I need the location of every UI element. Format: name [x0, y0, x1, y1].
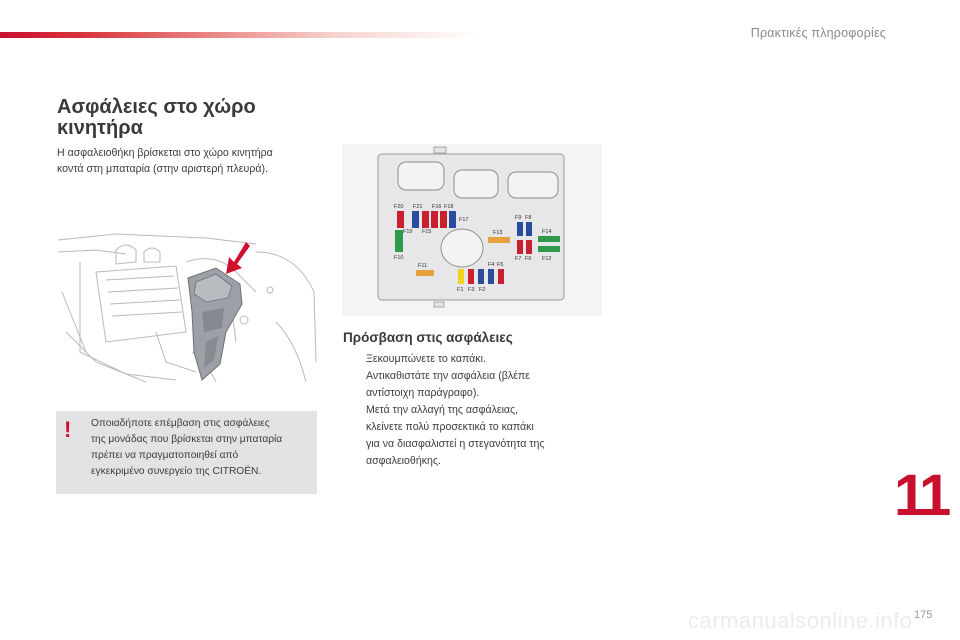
chapter-number: 11	[894, 463, 948, 528]
fuse-label-f13: F13	[493, 230, 503, 236]
warning-line: πρέπει να πραγματοποιηθεί από	[91, 450, 239, 461]
warning-line: Οποιαδήποτε επέμβαση στις ασφάλειες	[91, 418, 270, 429]
warning-line: εγκεκριμένο συνεργείο της CITROËN.	[91, 466, 262, 477]
intro-paragraph	[57, 145, 327, 177]
fuse-label-f11: F11	[418, 263, 428, 269]
fuse-label-f3: F3	[468, 287, 475, 293]
intro-line-1: Η ασφαλειοθήκη βρίσκεται στο χώρο κινητήρα	[57, 147, 273, 159]
engine-compartment-illustration	[56, 232, 318, 384]
fuse-label-f14: F14	[542, 229, 552, 235]
step-line: ασφαλειοθήκης.	[366, 455, 441, 467]
step-line: Μετά την αλλαγή της ασφάλειας,	[366, 404, 519, 416]
page-title	[57, 97, 317, 139]
header-accent-stripe	[0, 32, 480, 38]
warning-text	[91, 416, 313, 480]
step-line: για να διασφαλιστεί η στεγανότητα της	[366, 438, 545, 450]
fuse-label-f5: F5	[497, 262, 504, 268]
fuse-box-diagram	[342, 144, 602, 316]
fuse-label-f4: F4	[488, 262, 495, 268]
access-steps-list	[343, 351, 603, 470]
page-title-line-1: Ασφάλειες στο χώρο	[57, 96, 256, 118]
fuse-label-f10: F10	[394, 255, 404, 261]
step-line: Ξεκουμπώνετε το καπάκι.	[366, 353, 486, 365]
fuse-label-f2: F2	[479, 287, 486, 293]
fuse-label-f21: F21	[413, 204, 423, 210]
intro-line-2: κοντά στη μπαταρία (στην αριστερή πλευρά).	[57, 163, 268, 175]
fuse-label-f1: F1	[457, 287, 464, 293]
page-number: 175	[914, 609, 933, 621]
list-item	[343, 368, 603, 402]
watermark: carmanualsonline.info	[688, 608, 913, 633]
warning-line: της μονάδας που βρίσκεται στην μπαταρία	[91, 434, 283, 445]
fuse-label-f6: F6	[525, 256, 532, 262]
step-line: κλείνετε πολύ προσεκτικά το καπάκι	[366, 421, 534, 433]
page-title-line-2: κινητήρα	[57, 117, 143, 139]
fuse-label-f9: F9	[515, 215, 522, 221]
step-line: Αντικαθιστάτε την ασφάλεια (βλέπε	[366, 370, 530, 382]
fuse-label-f20: F20	[394, 204, 404, 210]
list-item	[343, 351, 603, 368]
access-section-title: Πρόσβαση στις ασφάλειες	[343, 330, 513, 345]
fuse-label-f18: F18	[444, 204, 454, 210]
fuse-label-f7: F7	[515, 256, 522, 262]
warning-exclamation-icon: !	[64, 417, 72, 442]
fuse-label-f19: F19	[403, 229, 413, 235]
warning-box	[56, 411, 317, 494]
list-item	[343, 402, 603, 470]
fuse-label-f8: F8	[525, 215, 532, 221]
fuse-label-f17: F17	[459, 217, 469, 223]
fuse-label-f12: F12	[542, 256, 552, 262]
step-line: αντίστοιχη παράγραφο).	[366, 387, 480, 399]
fuse-label-f15: F15	[422, 229, 432, 235]
section-header: Πρακτικές πληροφορίες	[750, 26, 886, 40]
fuse-label-f16: F16	[432, 204, 442, 210]
